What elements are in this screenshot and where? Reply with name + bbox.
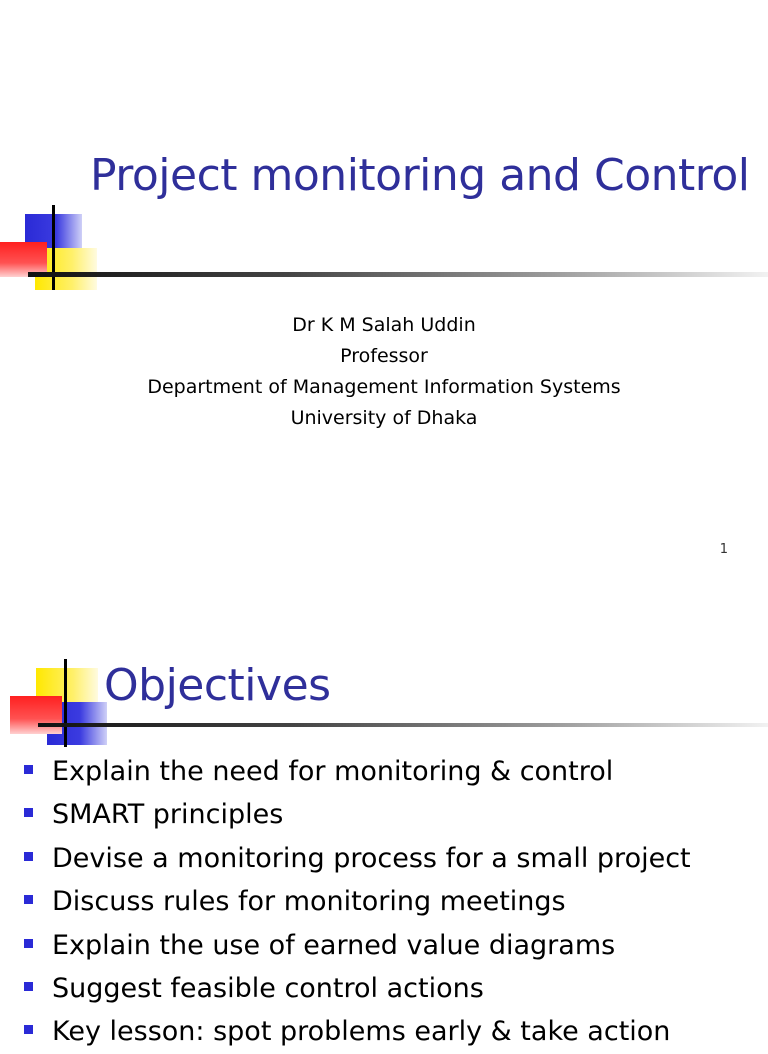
list-item: Explain the use of earned value diagrams xyxy=(22,924,691,967)
slide-title: Project monitoring and Control xyxy=(90,150,750,201)
bullet-square-icon xyxy=(24,1025,33,1034)
bullet-square-icon xyxy=(24,765,33,774)
page-number: 1 xyxy=(719,542,728,557)
author-position: Professor xyxy=(340,345,428,367)
objectives-list xyxy=(22,750,691,1054)
objectives-slide xyxy=(0,600,768,1048)
bullet-square-icon xyxy=(24,895,33,904)
list-item: SMART principles xyxy=(22,793,691,836)
bullet-square-icon xyxy=(24,852,33,861)
title-underline-rule xyxy=(28,272,768,277)
author-block xyxy=(0,310,768,434)
list-item: Suggest feasible control actions xyxy=(22,967,691,1010)
slide-title: Objectives xyxy=(104,660,331,711)
list-item: Devise a monitoring process for a small project xyxy=(22,837,691,880)
bullet-square-icon xyxy=(24,808,33,817)
author-name: Dr K M Salah Uddin xyxy=(292,314,476,336)
bullet-square-icon xyxy=(24,939,33,948)
decorative-squares-logo xyxy=(0,600,120,750)
author-department: Department of Management Information Systems xyxy=(147,376,621,398)
list-item: Explain the need for monitoring & control xyxy=(22,750,691,793)
author-university: University of Dhaka xyxy=(290,407,478,429)
list-item: Discuss rules for monitoring meetings xyxy=(22,880,691,923)
title-underline-rule xyxy=(38,723,768,727)
list-item: Key lesson: spot problems early & take action xyxy=(22,1010,691,1053)
bullet-square-icon xyxy=(24,982,33,991)
